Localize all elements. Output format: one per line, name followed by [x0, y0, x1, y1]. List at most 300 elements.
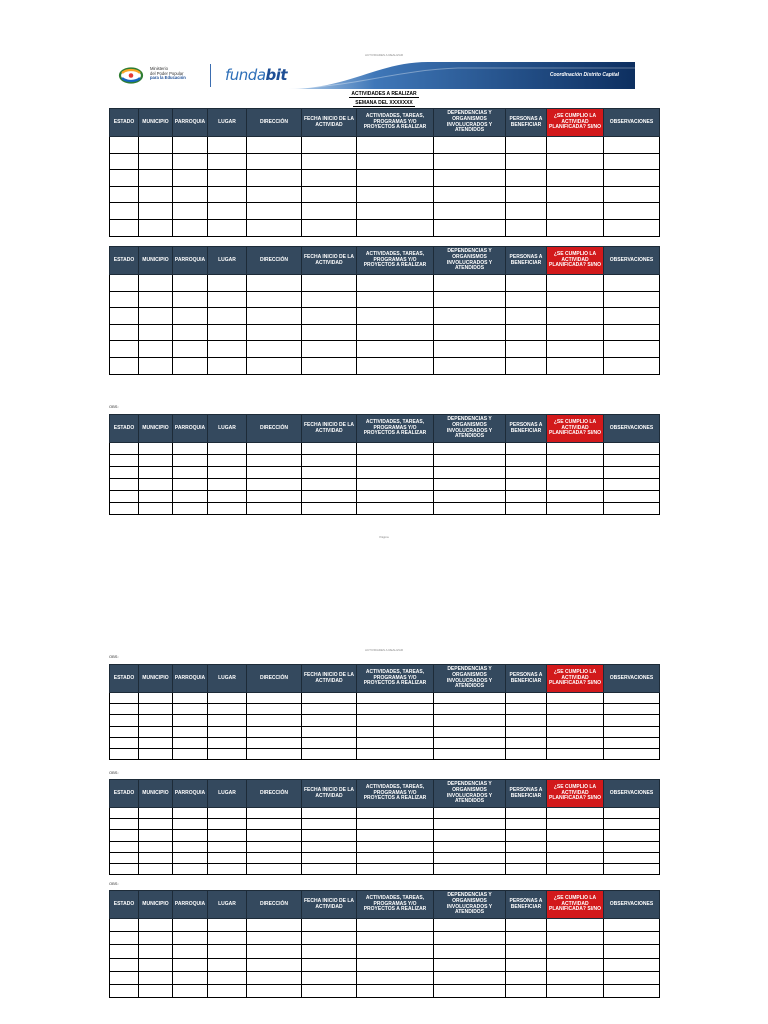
- table-cell[interactable]: [247, 737, 302, 748]
- table-cell[interactable]: [110, 726, 139, 737]
- table-cell[interactable]: [547, 186, 604, 203]
- table-cell[interactable]: [357, 715, 434, 726]
- table-cell[interactable]: [604, 467, 660, 479]
- table-cell[interactable]: [173, 958, 208, 971]
- table-cell[interactable]: [434, 830, 506, 841]
- table-cell[interactable]: [139, 737, 173, 748]
- table-cell[interactable]: [208, 808, 247, 819]
- table-cell[interactable]: [506, 219, 547, 236]
- table-cell[interactable]: [173, 503, 208, 515]
- table-cell[interactable]: [208, 324, 247, 341]
- table-cell[interactable]: [139, 984, 173, 997]
- table-cell[interactable]: [357, 945, 434, 958]
- table-cell[interactable]: [604, 932, 660, 945]
- table-cell[interactable]: [434, 748, 506, 759]
- table-cell[interactable]: [506, 715, 547, 726]
- table-cell[interactable]: [110, 693, 139, 704]
- table-cell[interactable]: [434, 137, 506, 154]
- table-cell[interactable]: [506, 841, 547, 852]
- table-cell[interactable]: [247, 186, 302, 203]
- table-cell[interactable]: [357, 443, 434, 455]
- table-cell[interactable]: [110, 219, 139, 236]
- table-cell[interactable]: [547, 819, 604, 830]
- table-cell[interactable]: [434, 819, 506, 830]
- table-cell[interactable]: [506, 863, 547, 874]
- table-cell[interactable]: [434, 704, 506, 715]
- table-cell[interactable]: [208, 919, 247, 932]
- table-cell[interactable]: [247, 958, 302, 971]
- table-cell[interactable]: [302, 186, 357, 203]
- table-cell[interactable]: [302, 852, 357, 863]
- table-cell[interactable]: [139, 819, 173, 830]
- table-cell[interactable]: [208, 852, 247, 863]
- table-cell[interactable]: [139, 919, 173, 932]
- table-cell[interactable]: [110, 291, 139, 308]
- table-cell[interactable]: [547, 693, 604, 704]
- table-cell[interactable]: [110, 737, 139, 748]
- table-cell[interactable]: [302, 291, 357, 308]
- table-cell[interactable]: [302, 932, 357, 945]
- table-cell[interactable]: [547, 170, 604, 187]
- table-cell[interactable]: [247, 455, 302, 467]
- table-cell[interactable]: [110, 443, 139, 455]
- table-cell[interactable]: [139, 479, 173, 491]
- table-cell[interactable]: [247, 308, 302, 325]
- table-cell[interactable]: [110, 170, 139, 187]
- table-cell[interactable]: [506, 455, 547, 467]
- table-cell[interactable]: [357, 467, 434, 479]
- table-cell[interactable]: [604, 443, 660, 455]
- table-cell[interactable]: [302, 467, 357, 479]
- table-cell[interactable]: [547, 491, 604, 503]
- table-cell[interactable]: [302, 479, 357, 491]
- table-cell[interactable]: [302, 737, 357, 748]
- table-cell[interactable]: [302, 137, 357, 154]
- table-cell[interactable]: [357, 341, 434, 358]
- table-cell[interactable]: [208, 726, 247, 737]
- table-cell[interactable]: [357, 830, 434, 841]
- table-cell[interactable]: [173, 971, 208, 984]
- table-cell[interactable]: [434, 715, 506, 726]
- table-cell[interactable]: [247, 715, 302, 726]
- table-cell[interactable]: [208, 137, 247, 154]
- table-cell[interactable]: [110, 919, 139, 932]
- table-cell[interactable]: [357, 726, 434, 737]
- table-cell[interactable]: [506, 726, 547, 737]
- table-cell[interactable]: [604, 945, 660, 958]
- table-cell[interactable]: [506, 467, 547, 479]
- table-cell[interactable]: [302, 984, 357, 997]
- table-cell[interactable]: [604, 748, 660, 759]
- table-cell[interactable]: [208, 737, 247, 748]
- table-cell[interactable]: [604, 971, 660, 984]
- table-cell[interactable]: [604, 291, 660, 308]
- table-cell[interactable]: [173, 324, 208, 341]
- table-cell[interactable]: [506, 357, 547, 374]
- table-cell[interactable]: [547, 324, 604, 341]
- table-cell[interactable]: [547, 503, 604, 515]
- table-cell[interactable]: [434, 693, 506, 704]
- table-cell[interactable]: [302, 748, 357, 759]
- table-cell[interactable]: [247, 219, 302, 236]
- table-cell[interactable]: [110, 971, 139, 984]
- table-cell[interactable]: [357, 863, 434, 874]
- table-cell[interactable]: [434, 808, 506, 819]
- table-cell[interactable]: [173, 308, 208, 325]
- table-cell[interactable]: [506, 808, 547, 819]
- table-cell[interactable]: [173, 830, 208, 841]
- table-cell[interactable]: [208, 984, 247, 997]
- table-cell[interactable]: [357, 491, 434, 503]
- table-cell[interactable]: [604, 830, 660, 841]
- table-cell[interactable]: [357, 455, 434, 467]
- table-cell[interactable]: [434, 467, 506, 479]
- table-cell[interactable]: [173, 693, 208, 704]
- table-cell[interactable]: [434, 275, 506, 292]
- table-cell[interactable]: [547, 715, 604, 726]
- table-cell[interactable]: [434, 443, 506, 455]
- table-cell[interactable]: [139, 971, 173, 984]
- table-cell[interactable]: [604, 693, 660, 704]
- table-cell[interactable]: [110, 932, 139, 945]
- table-cell[interactable]: [110, 704, 139, 715]
- table-cell[interactable]: [173, 726, 208, 737]
- table-cell[interactable]: [547, 863, 604, 874]
- table-cell[interactable]: [247, 693, 302, 704]
- table-cell[interactable]: [173, 203, 208, 220]
- table-cell[interactable]: [139, 455, 173, 467]
- table-cell[interactable]: [247, 984, 302, 997]
- table-cell[interactable]: [357, 203, 434, 220]
- table-cell[interactable]: [506, 203, 547, 220]
- table-cell[interactable]: [434, 984, 506, 997]
- table-cell[interactable]: [302, 704, 357, 715]
- table-cell[interactable]: [547, 945, 604, 958]
- table-cell[interactable]: [139, 467, 173, 479]
- table-cell[interactable]: [302, 726, 357, 737]
- table-cell[interactable]: [506, 971, 547, 984]
- table-cell[interactable]: [604, 219, 660, 236]
- table-cell[interactable]: [547, 357, 604, 374]
- table-cell[interactable]: [506, 503, 547, 515]
- table-cell[interactable]: [247, 852, 302, 863]
- table-cell[interactable]: [139, 275, 173, 292]
- table-cell[interactable]: [139, 503, 173, 515]
- table-cell[interactable]: [357, 737, 434, 748]
- table-cell[interactable]: [139, 863, 173, 874]
- table-cell[interactable]: [434, 203, 506, 220]
- table-cell[interactable]: [173, 808, 208, 819]
- table-cell[interactable]: [247, 203, 302, 220]
- table-cell[interactable]: [547, 704, 604, 715]
- table-cell[interactable]: [110, 945, 139, 958]
- table-cell[interactable]: [547, 443, 604, 455]
- table-cell[interactable]: [547, 467, 604, 479]
- table-cell[interactable]: [139, 491, 173, 503]
- table-cell[interactable]: [547, 958, 604, 971]
- table-cell[interactable]: [173, 186, 208, 203]
- table-cell[interactable]: [208, 357, 247, 374]
- table-cell[interactable]: [139, 841, 173, 852]
- table-cell[interactable]: [547, 341, 604, 358]
- table-cell[interactable]: [208, 863, 247, 874]
- table-cell[interactable]: [139, 958, 173, 971]
- table-cell[interactable]: [302, 443, 357, 455]
- table-cell[interactable]: [302, 153, 357, 170]
- table-cell[interactable]: [604, 841, 660, 852]
- table-cell[interactable]: [173, 737, 208, 748]
- table-cell[interactable]: [506, 748, 547, 759]
- table-cell[interactable]: [139, 186, 173, 203]
- table-cell[interactable]: [139, 341, 173, 358]
- table-cell[interactable]: [604, 503, 660, 515]
- table-cell[interactable]: [434, 945, 506, 958]
- table-cell[interactable]: [434, 841, 506, 852]
- table-cell[interactable]: [547, 137, 604, 154]
- table-cell[interactable]: [173, 170, 208, 187]
- table-cell[interactable]: [604, 737, 660, 748]
- table-cell[interactable]: [434, 726, 506, 737]
- table-cell[interactable]: [302, 170, 357, 187]
- table-cell[interactable]: [208, 491, 247, 503]
- table-cell[interactable]: [110, 455, 139, 467]
- table-cell[interactable]: [604, 170, 660, 187]
- table-cell[interactable]: [208, 291, 247, 308]
- table-cell[interactable]: [302, 491, 357, 503]
- table-cell[interactable]: [208, 275, 247, 292]
- table-cell[interactable]: [247, 932, 302, 945]
- table-cell[interactable]: [110, 467, 139, 479]
- table-cell[interactable]: [208, 819, 247, 830]
- table-cell[interactable]: [110, 841, 139, 852]
- table-cell[interactable]: [357, 170, 434, 187]
- table-cell[interactable]: [434, 308, 506, 325]
- table-cell[interactable]: [110, 852, 139, 863]
- table-cell[interactable]: [604, 308, 660, 325]
- table-cell[interactable]: [434, 932, 506, 945]
- table-cell[interactable]: [357, 808, 434, 819]
- table-cell[interactable]: [434, 958, 506, 971]
- table-cell[interactable]: [110, 137, 139, 154]
- table-cell[interactable]: [434, 357, 506, 374]
- table-cell[interactable]: [139, 357, 173, 374]
- table-cell[interactable]: [604, 984, 660, 997]
- table-cell[interactable]: [604, 808, 660, 819]
- table-cell[interactable]: [547, 919, 604, 932]
- table-cell[interactable]: [208, 704, 247, 715]
- table-cell[interactable]: [506, 704, 547, 715]
- table-cell[interactable]: [302, 693, 357, 704]
- table-cell[interactable]: [434, 737, 506, 748]
- table-cell[interactable]: [110, 186, 139, 203]
- table-cell[interactable]: [208, 503, 247, 515]
- table-cell[interactable]: [247, 341, 302, 358]
- table-cell[interactable]: [139, 170, 173, 187]
- table-cell[interactable]: [357, 984, 434, 997]
- table-cell[interactable]: [302, 275, 357, 292]
- table-cell[interactable]: [302, 945, 357, 958]
- table-cell[interactable]: [208, 467, 247, 479]
- table-cell[interactable]: [173, 467, 208, 479]
- table-cell[interactable]: [208, 748, 247, 759]
- table-cell[interactable]: [173, 491, 208, 503]
- table-cell[interactable]: [357, 932, 434, 945]
- table-cell[interactable]: [357, 137, 434, 154]
- table-cell[interactable]: [208, 830, 247, 841]
- table-cell[interactable]: [173, 852, 208, 863]
- table-cell[interactable]: [434, 291, 506, 308]
- table-cell[interactable]: [208, 971, 247, 984]
- table-cell[interactable]: [604, 153, 660, 170]
- table-cell[interactable]: [139, 945, 173, 958]
- table-cell[interactable]: [604, 357, 660, 374]
- table-cell[interactable]: [547, 971, 604, 984]
- table-cell[interactable]: [506, 984, 547, 997]
- table-cell[interactable]: [434, 863, 506, 874]
- table-cell[interactable]: [139, 153, 173, 170]
- table-cell[interactable]: [357, 479, 434, 491]
- table-cell[interactable]: [173, 704, 208, 715]
- table-cell[interactable]: [434, 455, 506, 467]
- table-cell[interactable]: [506, 737, 547, 748]
- table-cell[interactable]: [247, 170, 302, 187]
- table-cell[interactable]: [604, 819, 660, 830]
- table-cell[interactable]: [139, 715, 173, 726]
- table-cell[interactable]: [357, 153, 434, 170]
- table-cell[interactable]: [208, 693, 247, 704]
- table-cell[interactable]: [506, 958, 547, 971]
- table-cell[interactable]: [173, 137, 208, 154]
- table-cell[interactable]: [434, 491, 506, 503]
- table-cell[interactable]: [208, 455, 247, 467]
- table-cell[interactable]: [302, 357, 357, 374]
- table-cell[interactable]: [434, 852, 506, 863]
- table-cell[interactable]: [506, 479, 547, 491]
- table-cell[interactable]: [506, 443, 547, 455]
- table-cell[interactable]: [302, 919, 357, 932]
- table-cell[interactable]: [139, 308, 173, 325]
- table-cell[interactable]: [302, 203, 357, 220]
- table-cell[interactable]: [547, 219, 604, 236]
- table-cell[interactable]: [110, 341, 139, 358]
- table-cell[interactable]: [604, 186, 660, 203]
- table-cell[interactable]: [173, 341, 208, 358]
- table-cell[interactable]: [506, 945, 547, 958]
- table-cell[interactable]: [302, 308, 357, 325]
- table-cell[interactable]: [434, 919, 506, 932]
- table-cell[interactable]: [547, 932, 604, 945]
- table-cell[interactable]: [208, 219, 247, 236]
- table-cell[interactable]: [247, 863, 302, 874]
- table-cell[interactable]: [547, 203, 604, 220]
- table-cell[interactable]: [110, 479, 139, 491]
- table-cell[interactable]: [247, 275, 302, 292]
- table-cell[interactable]: [247, 945, 302, 958]
- table-cell[interactable]: [302, 808, 357, 819]
- table-cell[interactable]: [506, 341, 547, 358]
- table-cell[interactable]: [357, 841, 434, 852]
- table-cell[interactable]: [506, 819, 547, 830]
- table-cell[interactable]: [604, 726, 660, 737]
- table-cell[interactable]: [173, 479, 208, 491]
- table-cell[interactable]: [357, 186, 434, 203]
- table-cell[interactable]: [547, 748, 604, 759]
- table-cell[interactable]: [110, 958, 139, 971]
- table-cell[interactable]: [604, 479, 660, 491]
- table-cell[interactable]: [139, 443, 173, 455]
- table-cell[interactable]: [434, 170, 506, 187]
- table-cell[interactable]: [139, 852, 173, 863]
- table-cell[interactable]: [139, 219, 173, 236]
- table-cell[interactable]: [604, 491, 660, 503]
- table-cell[interactable]: [247, 971, 302, 984]
- table-cell[interactable]: [208, 932, 247, 945]
- table-cell[interactable]: [110, 819, 139, 830]
- table-cell[interactable]: [604, 203, 660, 220]
- table-cell[interactable]: [173, 357, 208, 374]
- table-cell[interactable]: [139, 830, 173, 841]
- table-cell[interactable]: [604, 919, 660, 932]
- table-cell[interactable]: [110, 357, 139, 374]
- table-cell[interactable]: [139, 324, 173, 341]
- table-cell[interactable]: [247, 479, 302, 491]
- table-cell[interactable]: [208, 186, 247, 203]
- table-cell[interactable]: [247, 830, 302, 841]
- table-cell[interactable]: [302, 341, 357, 358]
- table-cell[interactable]: [506, 491, 547, 503]
- table-cell[interactable]: [506, 291, 547, 308]
- table-cell[interactable]: [247, 808, 302, 819]
- table-cell[interactable]: [110, 863, 139, 874]
- table-cell[interactable]: [547, 841, 604, 852]
- table-cell[interactable]: [247, 137, 302, 154]
- table-cell[interactable]: [110, 153, 139, 170]
- table-cell[interactable]: [247, 491, 302, 503]
- table-cell[interactable]: [139, 693, 173, 704]
- table-cell[interactable]: [434, 186, 506, 203]
- table-cell[interactable]: [110, 308, 139, 325]
- table-cell[interactable]: [357, 704, 434, 715]
- table-cell[interactable]: [110, 491, 139, 503]
- table-cell[interactable]: [547, 308, 604, 325]
- table-cell[interactable]: [434, 971, 506, 984]
- table-cell[interactable]: [357, 308, 434, 325]
- table-cell[interactable]: [302, 958, 357, 971]
- table-cell[interactable]: [173, 153, 208, 170]
- table-cell[interactable]: [604, 958, 660, 971]
- table-cell[interactable]: [139, 203, 173, 220]
- table-cell[interactable]: [357, 219, 434, 236]
- table-cell[interactable]: [506, 137, 547, 154]
- table-cell[interactable]: [247, 841, 302, 852]
- table-cell[interactable]: [547, 737, 604, 748]
- table-cell[interactable]: [302, 863, 357, 874]
- table-cell[interactable]: [604, 704, 660, 715]
- table-cell[interactable]: [302, 830, 357, 841]
- table-cell[interactable]: [357, 852, 434, 863]
- table-cell[interactable]: [547, 852, 604, 863]
- table-cell[interactable]: [434, 503, 506, 515]
- table-cell[interactable]: [357, 971, 434, 984]
- table-cell[interactable]: [173, 455, 208, 467]
- table-cell[interactable]: [302, 715, 357, 726]
- table-cell[interactable]: [506, 932, 547, 945]
- table-cell[interactable]: [247, 819, 302, 830]
- table-cell[interactable]: [357, 693, 434, 704]
- table-cell[interactable]: [208, 715, 247, 726]
- table-cell[interactable]: [139, 932, 173, 945]
- table-cell[interactable]: [357, 291, 434, 308]
